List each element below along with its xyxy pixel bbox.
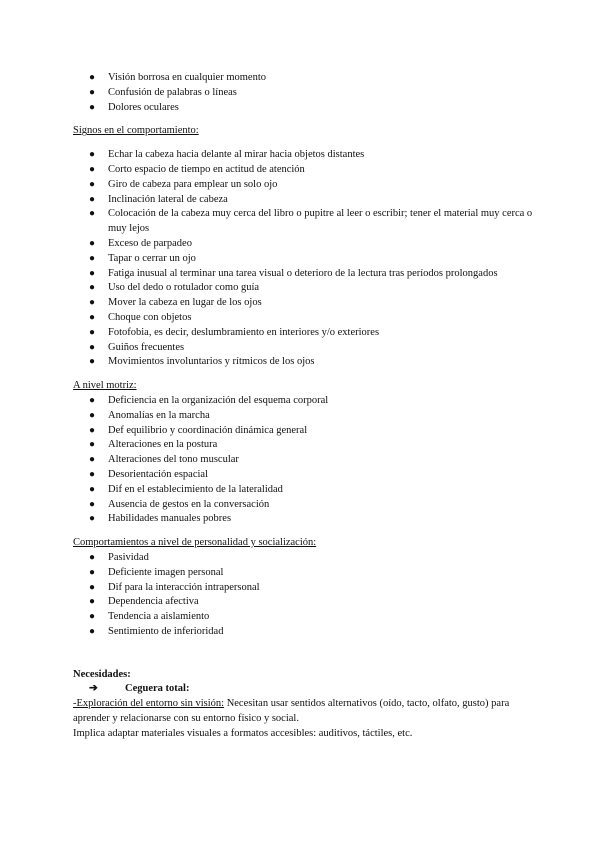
document-content <box>73 71 533 742</box>
symptom-item <box>73 101 533 116</box>
symptom-item <box>73 86 533 101</box>
motor-item <box>73 512 533 527</box>
heading-motor: A nivel motriz: <box>73 380 137 392</box>
motor-item <box>73 498 533 513</box>
behavior-item <box>73 341 533 356</box>
list-item-text: Tendencia a aislamiento <box>108 611 210 623</box>
personality-item <box>73 551 533 566</box>
motor-item <box>73 468 533 483</box>
list-item-text: Mover la cabeza en lugar de los ojos <box>108 297 262 309</box>
list-item-text: Tapar o cerrar un ojo <box>108 252 196 264</box>
list-item-text: Fatiga inusual al terminar una tarea visual o deterioro de la lectura tras períodos prolongados <box>108 267 498 279</box>
bullet-icon: ● <box>89 454 96 466</box>
bullet-icon: ● <box>89 252 96 264</box>
bullet-icon: ● <box>89 149 96 161</box>
bullet-icon: ● <box>89 581 96 593</box>
symptom-list <box>73 71 533 115</box>
heading-needs: Necesidades: <box>73 668 131 680</box>
list-item-text: Dif para la interacción intrapersonal <box>108 581 260 593</box>
behavior-item <box>73 326 533 341</box>
bullet-icon: ● <box>89 566 96 578</box>
bullet-icon: ● <box>89 341 96 353</box>
list-item-text: Exceso de parpadeo <box>108 237 192 249</box>
behavior-item <box>73 237 533 252</box>
list-item-text: Deficiencia en la organización del esquema corporal <box>108 394 329 406</box>
bullet-icon: ● <box>89 439 96 451</box>
bullet-icon: ● <box>89 356 96 368</box>
bullet-icon: ● <box>89 483 96 495</box>
bullet-icon: ● <box>89 394 96 406</box>
bullet-icon: ● <box>89 193 96 205</box>
behavior-item <box>73 296 533 311</box>
list-item-text: Confusión de palabras o líneas <box>108 86 237 98</box>
behavior-item <box>73 355 533 370</box>
bullet-icon: ● <box>89 297 96 309</box>
bullet-icon: ● <box>89 237 96 249</box>
behavior-item <box>73 163 533 178</box>
list-item-text: Anomalías en la marcha <box>108 409 210 421</box>
personality-item <box>73 595 533 610</box>
list-item-text: Sentimiento de inferioridad <box>108 625 224 637</box>
bullet-icon: ● <box>89 596 96 608</box>
symptom-item <box>73 71 533 86</box>
list-item-text: Def equilibrio y coordinación dinámica general <box>108 424 308 436</box>
bullet-icon: ● <box>89 326 96 338</box>
bullet-icon: ● <box>89 208 96 220</box>
motor-list <box>73 394 533 527</box>
list-item-text: Dolores oculares <box>108 101 179 113</box>
subheading-label: Ceguera total: <box>125 683 190 695</box>
motor-item <box>73 424 533 439</box>
list-item-text: Ausencia de gestos en la conversación <box>108 498 270 510</box>
list-item-text: Pasividad <box>108 551 149 563</box>
subheading-total-blindness <box>73 682 533 697</box>
list-item-text: Deficiente imagen personal <box>108 566 224 578</box>
personality-item <box>73 581 533 596</box>
bullet-icon: ● <box>89 311 96 323</box>
adapt-paragraph: Implica adaptar materiales visuales a formatos accesibles: auditivos, táctiles, etc. <box>73 727 413 739</box>
heading-behavior: Signos en el comportamiento: <box>73 125 199 137</box>
list-item-text: Guiños frecuentes <box>108 341 185 353</box>
bullet-icon: ● <box>89 178 96 190</box>
list-item-text: Uso del dedo o rotulador como guía <box>108 282 260 294</box>
bullet-icon: ● <box>89 163 96 175</box>
behavior-item <box>73 252 533 267</box>
list-item-text: Echar la cabeza hacia delante al mirar hacia objetos distantes <box>108 149 365 161</box>
personality-item <box>73 610 533 625</box>
list-item-text: Choque con objetos <box>108 311 192 323</box>
bullet-icon: ● <box>89 282 96 294</box>
bullet-icon: ● <box>89 513 96 525</box>
behavior-item <box>73 178 533 193</box>
list-item-text: Giro de cabeza para emplear un solo ojo <box>108 178 278 190</box>
bullet-icon: ● <box>89 625 96 637</box>
bullet-icon: ● <box>89 101 96 113</box>
bullet-icon: ● <box>89 72 96 83</box>
behavior-list <box>73 148 533 370</box>
behavior-item <box>73 311 533 326</box>
behavior-item <box>73 148 533 163</box>
list-item-text: Colocación de la cabeza muy cerca del libro o pupitre al leer o escribir; tener el material muy cerca o muy lejos <box>108 208 533 235</box>
exploration-paragraph <box>73 697 533 727</box>
list-item-text: Dependencia afectiva <box>108 596 199 608</box>
behavior-item <box>73 193 533 208</box>
motor-item <box>73 483 533 498</box>
list-item-text: Fotofobia, es decir, deslumbramiento en interiores y/o exteriores <box>108 326 380 338</box>
personality-item <box>73 566 533 581</box>
personality-item <box>73 625 533 640</box>
bullet-icon: ● <box>89 551 96 563</box>
behavior-item <box>73 281 533 296</box>
list-item-text: Inclinación lateral de cabeza <box>108 193 228 205</box>
heading-personality: Comportamientos a nivel de personalidad y socialización: <box>73 537 317 549</box>
motor-item <box>73 438 533 453</box>
motor-item <box>73 453 533 468</box>
list-item-text: Habilidades manuales pobres <box>108 513 232 525</box>
list-item-text: Alteraciones del tono muscular <box>108 454 239 466</box>
exploration-text: Necesitan usar sentidos alternativos (oído, tacto, olfato, gusto) para aprender y relacionarse con su entorno físico y social. <box>73 698 510 725</box>
list-item-text: Corto espacio de tiempo en actitud de atención <box>108 163 305 175</box>
bullet-icon: ● <box>89 468 96 480</box>
bullet-icon: ● <box>89 267 96 279</box>
motor-item <box>73 409 533 424</box>
exploration-label: -Exploración del entorno sin visión: <box>73 698 225 710</box>
behavior-item <box>73 267 533 282</box>
bullet-icon: ● <box>89 424 96 436</box>
list-item-text: Desorientación espacial <box>108 468 208 480</box>
arrow-right-icon: ➔ <box>89 683 98 695</box>
bullet-icon: ● <box>89 86 96 98</box>
bullet-icon: ● <box>89 409 96 421</box>
behavior-item <box>73 207 533 237</box>
bullet-icon: ● <box>89 611 96 623</box>
motor-item <box>73 394 533 409</box>
list-item-text: Visión borrosa en cualquier momento <box>108 72 266 83</box>
list-item-text: Movimientos involuntarios y rítmicos de los ojos <box>108 356 315 368</box>
personality-list <box>73 551 533 640</box>
list-item-text: Dif en el establecimiento de la lateralidad <box>108 483 283 495</box>
bullet-icon: ● <box>89 498 96 510</box>
list-item-text: Alteraciones en la postura <box>108 439 218 451</box>
